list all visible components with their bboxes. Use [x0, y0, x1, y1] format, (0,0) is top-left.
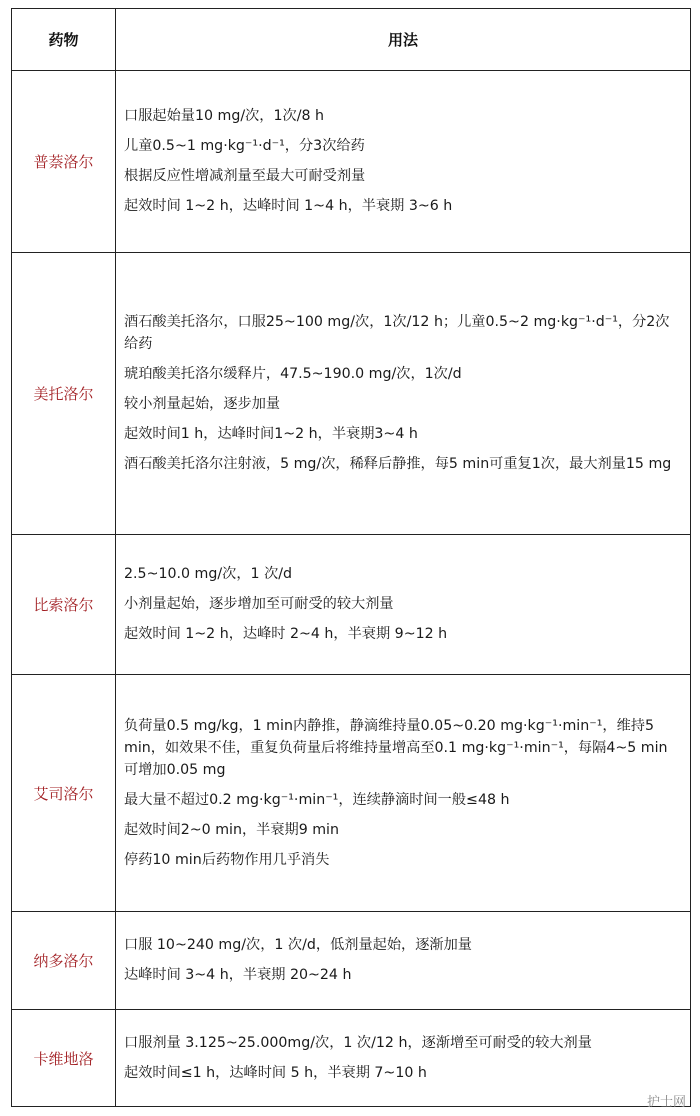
usage-cell	[116, 71, 691, 253]
drug-usage-table	[11, 8, 691, 1107]
usage-line: 儿童0.5~1 mg·kg⁻¹·d⁻¹，分3次给药	[124, 138, 365, 154]
usage-cell	[116, 253, 691, 535]
drug-name: 比索洛尔	[12, 535, 116, 675]
table-row	[12, 1010, 691, 1107]
table-row	[12, 675, 691, 912]
usage-line: 酒石酸美托洛尔注射液，5 mg/次，稀释后静推，每5 min可重复1次，最大剂量15 mg	[124, 456, 672, 472]
usage-line: 根据反应性增减剂量至最大可耐受剂量	[124, 168, 366, 184]
usage-line: 停药10 min后药物作用几乎消失	[124, 851, 330, 868]
usage-cell	[116, 1010, 691, 1107]
usage-cell	[116, 912, 691, 1010]
usage-line: 口服起始量10 mg/次，1次/8 h	[124, 108, 325, 124]
usage-line: 起效时间≤1 h，达峰时间 5 h，半衰期 7~10 h	[124, 1064, 427, 1081]
usage-line: 起效时间 1~2 h，达峰时间 1~4 h，半衰期 3~6 h	[124, 198, 453, 214]
usage-line: 起效时间1 h，达峰时间1~2 h，半衰期3~4 h	[124, 426, 418, 442]
drug-name: 卡维地洛	[12, 1010, 116, 1107]
usage-line: 达峰时间 3~4 h，半衰期 20~24 h	[124, 967, 352, 983]
usage-line: 琥珀酸美托洛尔缓释片，47.5~190.0 mg/次，1次/d	[124, 366, 462, 382]
table-row	[12, 535, 691, 675]
usage-line: 小剂量起始，逐步增加至可耐受的较大剂量	[124, 596, 394, 612]
usage-line: 较小剂量起始，逐步加量	[124, 396, 281, 412]
usage-line: 酒石酸美托洛尔，口服25~100 mg/次，1次/12 h；儿童0.5~2 mg·kg⁻¹·d⁻¹，分2次给药	[124, 314, 670, 352]
usage-line: 口服剂量 3.125~25.000mg/次，1 次/12 h，逐渐增至可耐受的较大剂量	[124, 1034, 592, 1051]
usage-line: 口服 10~240 mg/次，1 次/d，低剂量起始，逐渐加量	[124, 937, 472, 953]
drug-name: 普萘洛尔	[12, 71, 116, 253]
table-row	[12, 912, 691, 1010]
table-row	[12, 71, 691, 253]
watermark: 护士网	[646, 1095, 686, 1110]
table-row	[12, 253, 691, 535]
usage-cell	[116, 675, 691, 912]
header-usage: 用法	[116, 9, 691, 71]
drug-name: 艾司洛尔	[12, 675, 116, 912]
usage-line: 起效时间 1~2 h，达峰时 2~4 h，半衰期 9~12 h	[124, 626, 448, 642]
usage-line: 最大量不超过0.2 mg·kg⁻¹·min⁻¹，连续静滴时间一般≤48 h	[124, 791, 510, 808]
table-header-row	[12, 9, 691, 71]
usage-line: 负荷量0.5 mg/kg，1 min内静推，静滴维持量0.05~0.20 mg·kg⁻¹·min⁻¹，维持5 min，如效果不佳，重复负荷量后将维持量增高至0.1 mg·kg⁻¹·min⁻¹，每隔4~5 min可增加0.05 mg	[124, 717, 668, 778]
drug-name: 美托洛尔	[12, 253, 116, 535]
usage-line: 起效时间2~0 min，半衰期9 min	[124, 821, 339, 838]
header-drug: 药物	[12, 9, 116, 71]
drug-name: 纳多洛尔	[12, 912, 116, 1010]
usage-cell	[116, 535, 691, 675]
usage-line: 2.5~10.0 mg/次，1 次/d	[124, 566, 293, 582]
